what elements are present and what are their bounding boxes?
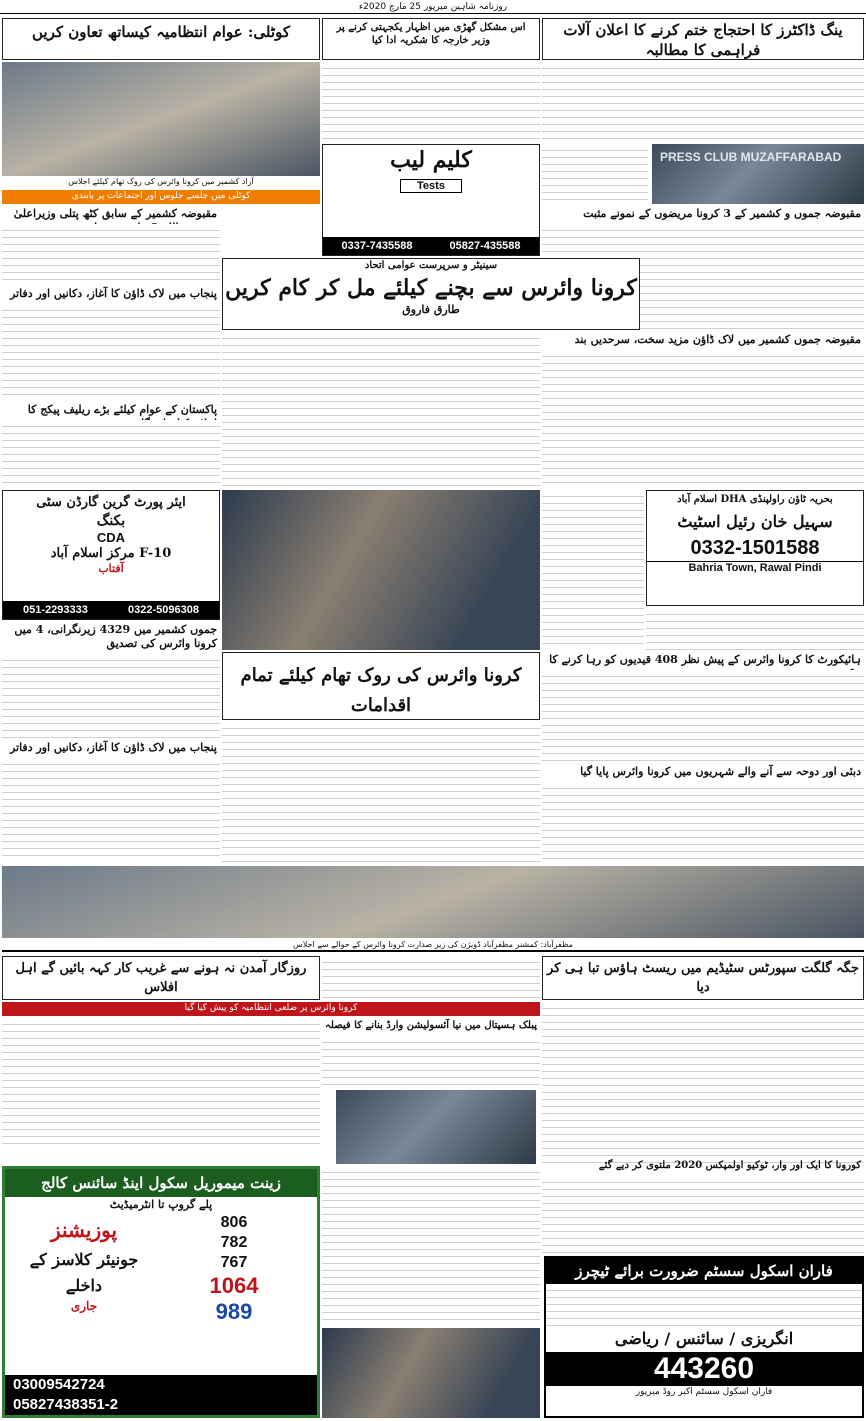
bottom-right-headline: جگہ گلگت سپورٹس سٹیڈیم میں ریسٹ ہاؤس تبا ہی کر دیا <box>547 961 859 995</box>
road-photo <box>322 1328 540 1418</box>
bahria-ad <box>646 490 864 606</box>
banner-corona-headline: کرونا وائرس کی روک تھام کیلئے تمام اقدامات <box>240 665 522 716</box>
covid-headline: کورونا کا ایک اور وار، ٹوکیو اولمپکس 2020 ملتوی کر دیے گئے <box>598 1160 861 1171</box>
left-mid-text <box>2 654 220 738</box>
top-center-block <box>322 18 540 60</box>
school-ad-phone-1: 03009542724 <box>13 1376 105 1393</box>
bahria-ad-footer: Bahria Town, Rawal Pindi <box>647 561 863 574</box>
dateline: روزنامہ شاہین میرپور 25 مارچ 2020ء <box>0 0 866 14</box>
top-left-text-3 <box>2 420 220 488</box>
school-ad-status: جاری <box>70 1299 98 1313</box>
bottom-right-text <box>542 1002 864 1164</box>
clinic-tests-label: Tests <box>400 179 462 193</box>
top-left-caption: آزاد کشمیر میں کرونا وائرس کی روک تھام کیلئے اجلاس <box>68 177 254 186</box>
top-left-block <box>2 18 320 60</box>
left-lower-text <box>2 758 220 862</box>
cda-ad-org: CDA <box>96 530 126 545</box>
cda-ad-phone-1: 051-2293333 <box>23 604 88 616</box>
center-lower-text <box>222 722 540 862</box>
clinic-ad <box>322 144 540 256</box>
section-head-9: دبئی اور دوحہ سے آنے والے شہریوں میں کرونا وائرس پایا گیا <box>580 765 861 778</box>
banner-mid-headline: کرونا وائرس سے بچنے کیلئے مل کر کام کریں <box>225 275 637 301</box>
section-head-8: پنجاب میں لاک ڈاؤن کا آغاز، دکانیں اور دفاتر <box>9 741 217 754</box>
clinic-phone-2: 05827-435588 <box>449 240 521 252</box>
bottom-center-top-text <box>322 956 540 1000</box>
cda-ad-subtitle: بکنگ <box>96 513 126 529</box>
bottom-left-headline: روزگار آمدن نہ ہونے سے غریب کار کہہ بائیں گے اہل افلاس <box>15 961 307 995</box>
top-right-text-4 <box>542 350 864 488</box>
banner-mid-author: طارق فاروق <box>402 303 460 316</box>
school-score-5: 989 <box>215 1299 253 1324</box>
clinic-phone-1: 0337-7435588 <box>341 240 413 252</box>
section-head-6: جموں کشمیر میں 4329 زیرنگرانی، 4 میں کرونا وائرس کی تصدیق <box>14 623 217 650</box>
faran-ad-footer: فاران اسکول سسٹم اکبر روڈ میرپور <box>635 1387 773 1397</box>
press-club-caption: PRESS CLUB MUZAFFARABAD <box>660 150 842 164</box>
bahria-ad-phone: 0332-1501588 <box>690 537 820 559</box>
top-right-text <box>542 62 864 142</box>
section-head-2: مقبوضہ جموں کشمیر میں لاک ڈاؤن مزید سخت، سرحدیں بند <box>574 333 861 346</box>
school-ad-badge: پوزیشنز <box>50 1218 118 1242</box>
section-head-4: پنجاب میں لاک ڈاؤن کا آغاز، دکانیں اور دفاتر <box>9 287 217 300</box>
meeting-photo-strip <box>2 866 864 938</box>
top-right-block <box>542 18 864 60</box>
banner-mid <box>222 258 640 330</box>
top-left-orange-bar: کوٹلی میں جلسے جلوس اور اجتماعات پر پابندی <box>2 190 320 204</box>
school-score-3: 767 <box>220 1254 248 1271</box>
section-head-3: مقبوضہ کشمیر کے سابق کٹھ پتلی وزیراعلیٰ <box>13 207 217 220</box>
faran-ad-title: فاران اسکول سسٹم ضرورت برائے ٹیچرز <box>546 1258 862 1284</box>
top-right-text-2 <box>542 144 648 204</box>
top-left-headline: کوٹلی: عوام انتظامیہ کیساتھ تعاون کریں <box>32 23 290 41</box>
section-head-5: پاکستان کے عوام کیلئے بڑے ریلیف پیکج کا <box>27 403 217 416</box>
cda-ad-phone-2: 0322-5096308 <box>127 604 199 616</box>
cda-ad-title: ایئر پورٹ گرین گارڈن سٹی <box>36 495 186 510</box>
cda-ad-location: F-10 مرکز اسلام آباد <box>50 546 172 561</box>
right-lower-text-2 <box>542 782 864 862</box>
top-left-text-2 <box>2 304 220 400</box>
bottom-center-text-2 <box>322 1166 540 1326</box>
right-mid-text <box>542 490 644 650</box>
bottom-left-head <box>2 956 320 1000</box>
bottom-center-head: پبلک ہسپتال میں نیا آئسولیشن وارڈ بنانے کا فیصلہ <box>325 1020 537 1031</box>
banner-corona <box>222 652 540 720</box>
section-head-1: مقبوضہ جموں و کشمیر کے 3 کرونا مریضوں کے نمونے مثبت <box>583 207 861 220</box>
bahria-ad-title: بحریہ ٹاؤن راولپنڈی DHA اسلام آباد <box>677 494 833 505</box>
faran-ad <box>544 1256 864 1418</box>
hospital-photo <box>336 1090 536 1164</box>
school-ad-title: زینت میموریل سکول اینڈ سائنس کالج <box>5 1169 317 1197</box>
bottom-red-bar: کرونا وائرس پر ضلعی انتظامیہ کو پیش کیا گیا <box>2 1002 540 1016</box>
bottom-right-text-2 <box>542 1176 864 1254</box>
cda-ad <box>2 490 220 620</box>
bahria-ad-agency: سہیل خان رئیل اسٹیٹ <box>677 512 833 531</box>
top-right-headline: ینگ ڈاکٹرز کا احتجاج ختم کرنے کا اعلان آلات فراہمی کا مطالبہ <box>563 21 843 59</box>
school-score-1: 806 <box>220 1214 248 1231</box>
bottom-center-text <box>322 1036 540 1088</box>
right-mid-text-2 <box>646 608 864 650</box>
top-center-headline: اس مشکل گھڑی میں اظہار یکجہتی کرنے پر وزیر خارجہ کا شکریہ ادا کیا <box>336 22 526 46</box>
press-club-photo <box>652 144 864 204</box>
bottom-right-head <box>542 956 864 1000</box>
school-ad-phone-2: 05827438351-2 <box>13 1396 119 1413</box>
school-ad <box>2 1166 320 1418</box>
cda-ad-brand: آفتاب <box>98 562 124 575</box>
bottom-left-text <box>2 1018 320 1148</box>
clinic-name: کلیم لیب <box>390 147 472 173</box>
center-text-1 <box>222 332 540 488</box>
meeting-photo-center <box>222 490 540 650</box>
school-ad-subtitle: پلے گروپ تا انٹرمیڈیٹ <box>109 1198 213 1211</box>
school-ad-admissions: جونیئر کلاسز کے داخلے <box>29 1250 139 1295</box>
school-score-2: 782 <box>220 1234 248 1251</box>
banner-mid-subhead: سینیٹر و سرپرست عوامی اتحاد <box>364 260 498 271</box>
top-left-text <box>2 224 220 284</box>
school-score-4: 1064 <box>209 1273 259 1298</box>
right-lower-text <box>542 670 864 762</box>
meeting-photo-top-left <box>2 62 320 176</box>
section-head-7: ہائیکورٹ کا کرونا وائرس کے پیش نظر 408 قیدیوں کو رہا کرنے کا <box>549 653 861 666</box>
faran-ad-phone: 443260 <box>546 1352 862 1386</box>
strip-caption: مظفرآباد: کمشنر مظفرآباد ڈویژن کی زیر صدارت کرونا وائرس کے حوالے سے اجلاس <box>2 938 864 952</box>
top-center-text <box>322 62 540 142</box>
faran-ad-subjects: انگریزی / سائنس / ریاضی <box>614 1329 794 1348</box>
